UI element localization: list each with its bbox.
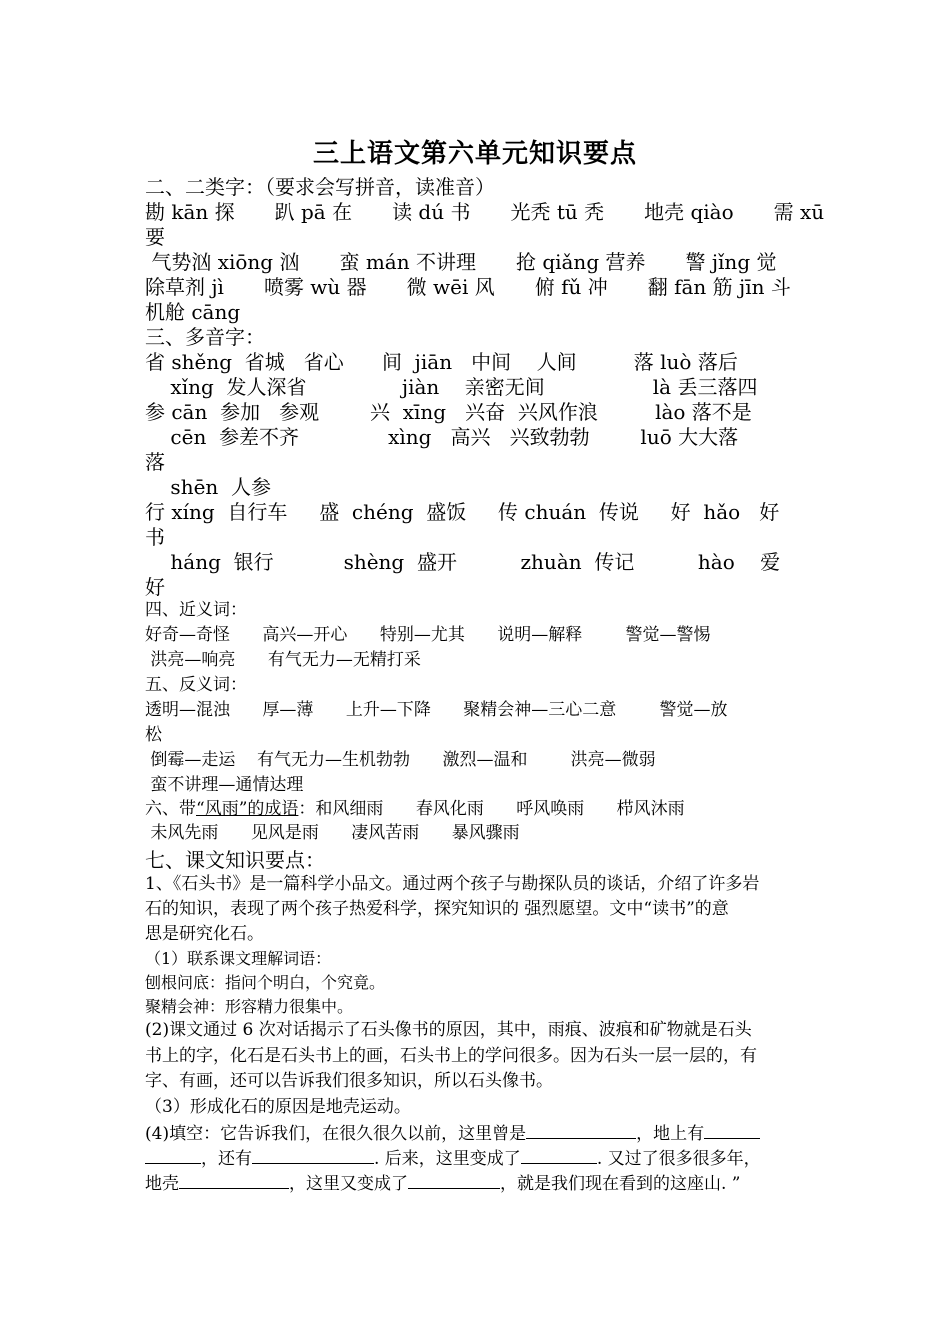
section2-line1-wrap: 要 bbox=[145, 225, 165, 249]
fill-text-3: ，还有 bbox=[201, 1149, 252, 1169]
section2-line3: 除草剂 jì 喷雾 wù 器 微 wēi 风 俯 fǔ 冲 翻 fān 筋 jīn 斗 bbox=[145, 275, 791, 299]
section7-para1-line3: 思是研究化石。 bbox=[145, 924, 264, 944]
fill-blank-2-cont[interactable] bbox=[145, 1149, 201, 1164]
fill-text-2: ，地上有 bbox=[636, 1124, 705, 1144]
section7-heading: 七、课文知识要点： bbox=[145, 848, 325, 872]
section7-q2-line3: 字、有画，还可以告诉我们很多知识，所以石头像书。 bbox=[145, 1071, 553, 1091]
section2-line1: 勘 kān 探 趴 pā 在 读 dú 书 光秃 tū 秃 地壳 qiào 需 xū bbox=[145, 200, 825, 224]
section3-line6: 行 xíng 自行车 盛 chéng 盛饭 传 chuán 传说 好 hǎo 好 bbox=[145, 500, 780, 524]
section5-heading: 五、反义词： bbox=[145, 675, 247, 695]
section4-line1: 好奇—奇怪 高兴—开心 特别—尤其 说明—解释 警觉—警惕 bbox=[145, 625, 711, 645]
fill-blank-3[interactable] bbox=[252, 1149, 374, 1164]
section6-prefix: 六、带 bbox=[145, 799, 196, 819]
section3-line5: shēn 人参 bbox=[145, 475, 272, 499]
section7-q4-line3 bbox=[145, 1174, 741, 1193]
section5-line2: 倒霉—走运 有气无力—生机勃勃 激烈—温和 洪亮—微弱 bbox=[145, 750, 656, 770]
section5-line3: 蛮不讲理—通情达理 bbox=[145, 775, 304, 795]
section7-q2-line2: 书上的字，化石是石头书上的画，石头书上的学问很多。因为石头一层一层的，有 bbox=[145, 1046, 757, 1066]
section5-line1-wrap: 松 bbox=[145, 725, 162, 745]
section7-para1-line1: 1、《石头书》是一篇科学小品文。通过两个孩子与勘探队员的谈话，介绍了许多岩 bbox=[145, 874, 760, 894]
fill-blank-2[interactable] bbox=[704, 1124, 760, 1139]
section7-q1-term2: 聚精会神：形容精力很集中。 bbox=[145, 997, 354, 1016]
section7-q1-term1: 刨根问底：指问个明白，个究竟。 bbox=[145, 973, 386, 992]
section7-q4-line2 bbox=[145, 1149, 761, 1168]
section3-line7-wrap: 好 bbox=[145, 575, 165, 599]
section3-line4-wrap: 落 bbox=[145, 450, 165, 474]
section3-line1: 省 shěng 省城 省心 间 jiān 中间 人间 落 luò 落后 bbox=[145, 350, 738, 374]
fill-text-4: . 后来，这里变成了 bbox=[374, 1149, 521, 1169]
section4-heading: 四、近义词： bbox=[145, 600, 247, 620]
section7-q4-line1 bbox=[145, 1124, 760, 1143]
section3-line4: cēn 参差不齐 xìng 高兴 兴致勃勃 luō 大大落 bbox=[145, 425, 739, 449]
fill-text-7: ，这里又变成了 bbox=[289, 1174, 408, 1194]
section7-para1-line2: 石的知识，表现了两个孩子热爱科学，探究知识的 强烈愿望。文中“读书”的意 bbox=[145, 899, 729, 919]
fill-blank-5[interactable] bbox=[179, 1174, 289, 1189]
section6-line1 bbox=[145, 801, 685, 818]
section3-line7: háng 银行 shèng 盛开 zhuàn 传记 hào 爱 bbox=[145, 550, 781, 574]
section5-line1: 透明—混浊 厚—薄 上升—下降 聚精会神—三心二意 警觉—放 bbox=[145, 700, 728, 720]
section6-line2: 未风先雨 见风是雨 凄风苦雨 暴风骤雨 bbox=[145, 823, 520, 843]
section4-line2: 洪亮—响亮 有气无力—无精打采 bbox=[145, 650, 421, 670]
section2-line4: 机舱 cāng bbox=[145, 300, 241, 324]
fill-blank-6[interactable] bbox=[408, 1174, 500, 1189]
section3-line3: 参 cān 参加 参观 兴 xīng 兴奋 兴风作浪 lào 落不是 bbox=[145, 400, 752, 424]
fill-blank-4[interactable] bbox=[521, 1149, 597, 1164]
section6-idioms: ：和风细雨 春风化雨 呼风唤雨 栉风沐雨 bbox=[298, 799, 685, 819]
fill-text-5: . 又过了很多很多年， bbox=[596, 1149, 761, 1169]
section2-heading: 二、二类字：（要求会写拼音，读准音） bbox=[145, 175, 495, 199]
section7-q1: （1）联系课文理解词语： bbox=[145, 949, 332, 968]
section6-underlined-topic: “风雨”的成语 bbox=[196, 799, 299, 819]
fill-text-8: ，就是我们现在看到的这座山. ” bbox=[500, 1174, 741, 1194]
page-title: 三上语文第六单元知识要点 bbox=[312, 139, 637, 169]
section3-line6-wrap: 书 bbox=[145, 525, 165, 549]
fill-text-1: (4)填空：它告诉我们，在很久很久以前，这里曾是 bbox=[145, 1124, 527, 1144]
section3-heading: 三、多音字： bbox=[145, 325, 265, 349]
fill-text-6: 地壳 bbox=[145, 1174, 179, 1194]
section7-q3: （3）形成化石的原因是地壳运动。 bbox=[145, 1097, 411, 1117]
section2-line2: 气势汹 xiōng 汹 蛮 mán 不讲理 抢 qiǎng 营养 警 jǐng 觉 bbox=[145, 250, 777, 274]
section7-q2-line1: (2)课文通过 6 次对话揭示了石头像书的原因，其中，雨痕、波痕和矿物就是石头 bbox=[145, 1020, 752, 1040]
section3-line2: xǐng 发人深省 jiàn 亲密无间 là 丢三落四 bbox=[145, 375, 758, 399]
fill-blank-1[interactable] bbox=[526, 1124, 636, 1139]
